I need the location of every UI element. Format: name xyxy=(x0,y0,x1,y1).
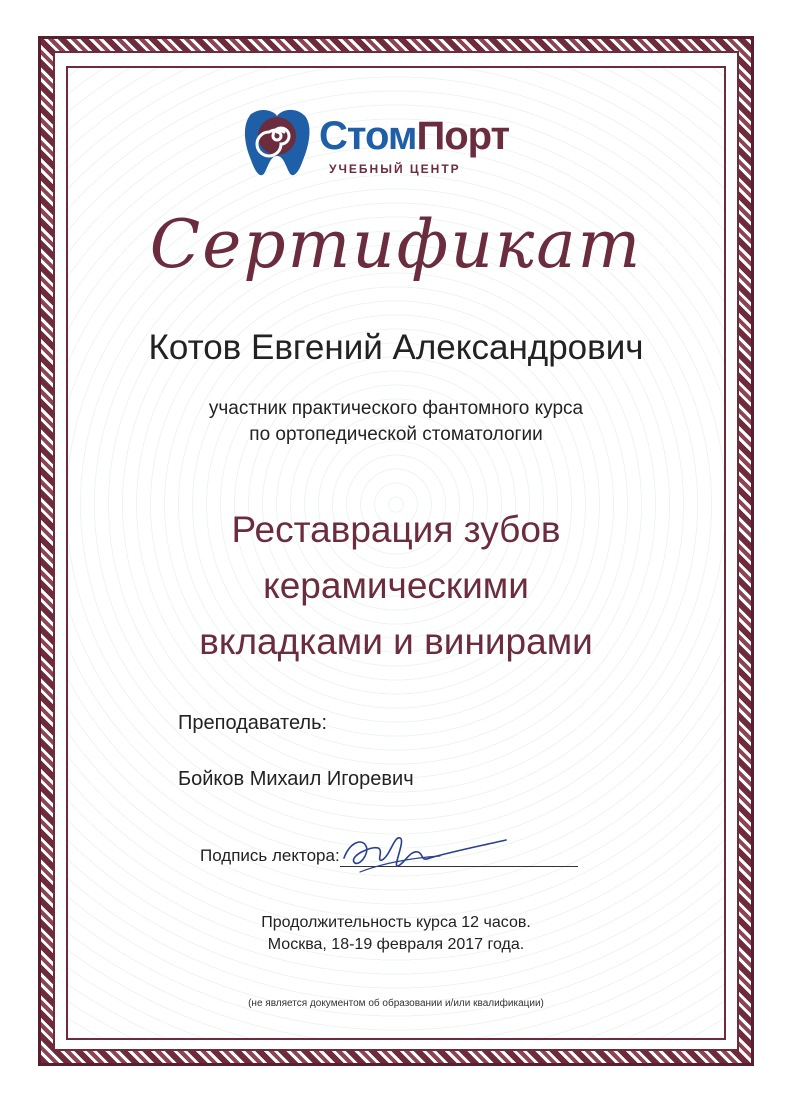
course-title xyxy=(66,502,726,670)
handwritten-signature xyxy=(340,828,510,878)
signature-label: Подпись лектора: xyxy=(200,846,340,865)
certificate-title: Сертификат xyxy=(149,206,643,283)
course-title-line-3: вкладками и винирами xyxy=(199,621,593,662)
tooth-spiral-logo-icon xyxy=(241,106,313,182)
certificate-content xyxy=(66,66,726,1040)
signature-row xyxy=(200,836,580,886)
course-title-line-2: керамическими xyxy=(263,565,529,606)
teacher-name: Бойков Михаил Игоревич xyxy=(178,768,414,790)
recipient-name: Котов Евгений Александрович xyxy=(148,328,644,367)
teacher-label: Преподаватель: xyxy=(178,712,328,734)
duration-line-1: Продолжительность курса 12 часов. xyxy=(261,914,531,931)
brand-name: СтомПорт xyxy=(319,114,510,158)
description-line-1: участник практического фантомного курса xyxy=(208,398,584,419)
course-title-line-1: Реставрация зубов xyxy=(231,509,561,550)
participation-description xyxy=(66,396,726,448)
stomport-logo xyxy=(241,106,551,186)
course-duration xyxy=(66,912,726,956)
disclaimer: (не является документом об образовании и/или квалификации) xyxy=(248,998,544,1009)
description-line-2: по ортопедической стоматологии xyxy=(249,424,543,445)
brand-subtitle: УЧЕБНЫЙ ЦЕНТР xyxy=(329,162,461,176)
location-date-line: Москва, 18-19 февраля 2017 года. xyxy=(267,936,525,953)
